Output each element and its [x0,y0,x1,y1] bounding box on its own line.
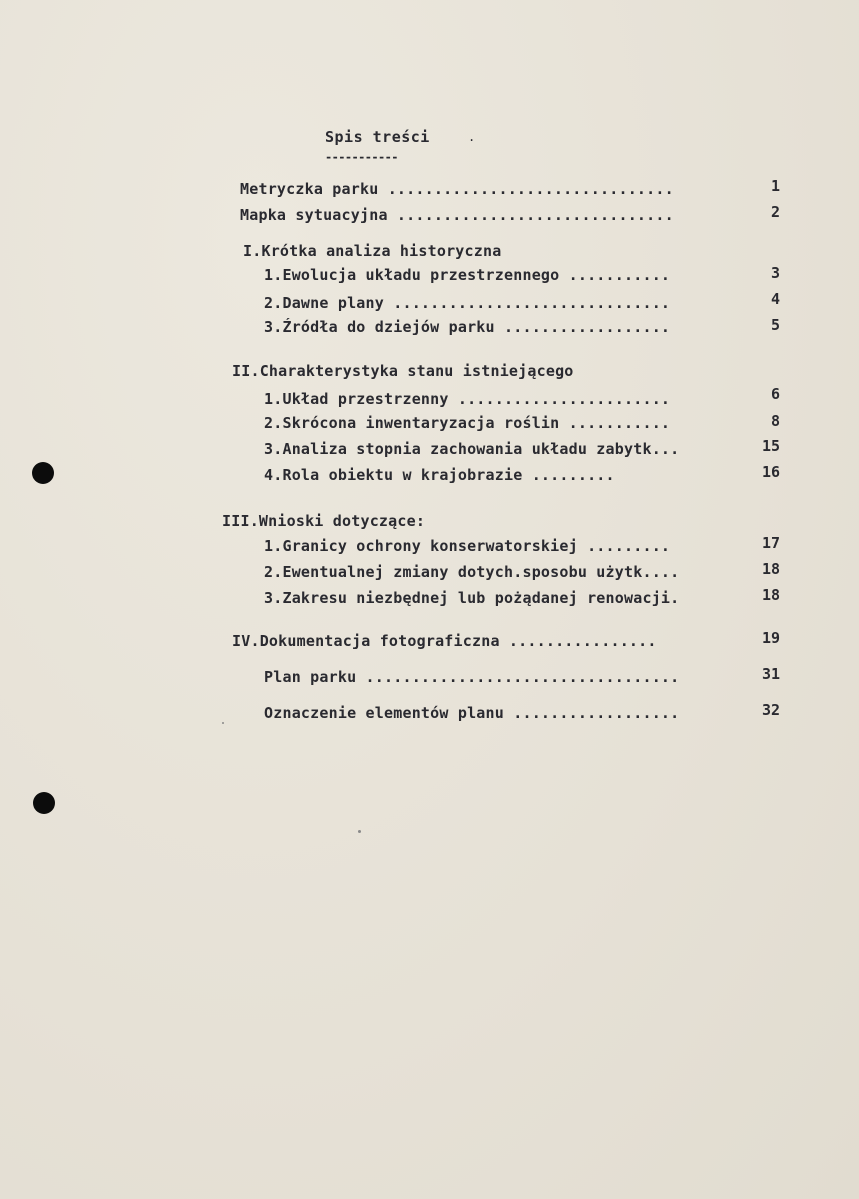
toc-entry: 3.Zakresu niezbędnej lub pożądanej renowacji. [264,589,680,607]
toc-entry: 3.Analiza stopnia zachowania układu zabytk... [264,440,680,458]
toc-entry: 4.Rola obiektu w krajobrazie ......... [264,466,615,484]
toc-section-heading: II.Charakterystyka stanu istniejącego [232,362,574,380]
toc-page-number: 15 [761,437,780,455]
toc-section-heading: IV.Dokumentacja fotograficzna ................ [232,632,657,650]
toc-page-number: 3 [770,264,780,282]
toc-entry: 2.Ewentualnej zmiany dotych.sposobu użytk.... [264,563,680,581]
page-title: Spis treści [325,128,430,146]
toc-page-number: 19 [761,629,780,647]
toc-entry: Metryczka parku ............................... [240,180,674,198]
toc-entry: 2.Dawne plany .............................. [264,294,671,312]
toc-page-number: 2 [770,203,780,221]
toc-entry: 3.Źródła do dziejów parku .................. [264,318,671,336]
toc-entry: Plan parku .................................. [264,668,680,686]
paper-speck [358,830,361,833]
toc-page-number: 32 [761,701,780,719]
toc-section-heading: III.Wnioski dotyczące: [222,512,426,530]
toc-page-number: 17 [761,534,780,552]
toc-page-number: 6 [770,385,780,403]
toc-page-number: 5 [770,316,780,334]
toc-section-heading: I.Krótka analiza historyczna [243,242,502,260]
toc-entry: 2.Skrócona inwentaryzacja roślin ........... [264,414,671,432]
toc-entry: 1.Ewolucja układu przestrzennego ........... [264,266,671,284]
toc-page-number: 1 [770,177,780,195]
punch-hole-top [32,462,54,484]
toc-page-number: 8 [770,412,780,430]
toc-page-number: 31 [761,665,780,683]
toc-entry: 1.Układ przestrzenny ....................... [264,390,671,408]
toc-page-number: 18 [761,560,780,578]
toc-entry: Oznaczenie elementów planu .................. [264,704,680,722]
toc-entry: Mapka sytuacyjna .............................. [240,206,674,224]
punch-hole-bottom [33,792,55,814]
paper-speck [222,722,224,724]
toc-page-number: 18 [761,586,780,604]
toc-page-number: 16 [761,463,780,481]
title-underline: ----------- [325,150,398,164]
toc-entry: 1.Granicy ochrony konserwatorskiej ......... [264,537,671,555]
title-dot: . [468,130,476,144]
toc-page-number: 4 [770,290,780,308]
